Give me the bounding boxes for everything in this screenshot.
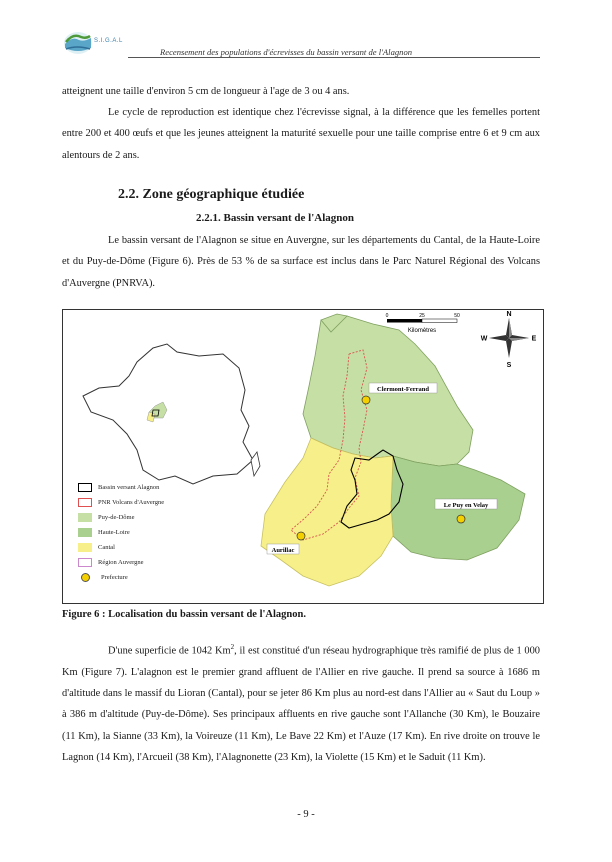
prefecture-marker-lepuy bbox=[457, 515, 465, 523]
legend-label: PNR Volcans d'Auvergne bbox=[98, 499, 165, 506]
map-legend bbox=[78, 480, 164, 585]
figure-caption: Figure 6 : Localisation du bassin versant de l'Alagnon. bbox=[62, 609, 306, 620]
svg-text:E: E bbox=[531, 335, 537, 343]
svg-text:S: S bbox=[506, 362, 512, 369]
figure-map-frame bbox=[62, 309, 544, 604]
prefecture-marker-aurillac bbox=[297, 532, 305, 540]
intro-line: atteignent une taille d'environ 5 cm de longueur à l'age de 3 ou 4 ans. bbox=[62, 86, 350, 97]
legend-swatch bbox=[81, 573, 90, 582]
scale-label-0: 0 bbox=[385, 313, 389, 319]
legend-label: Prefecture bbox=[101, 574, 128, 581]
legend-item bbox=[78, 555, 164, 570]
legend-swatch bbox=[78, 483, 92, 492]
corsica-outline bbox=[251, 452, 260, 476]
running-header-title: Recensement des populations d'écrevisses du bassin versant de l'Alagnon bbox=[160, 47, 413, 57]
section-paragraph: Le bassin versant de l'Alagnon se situe en Auvergne, sur les départements du Cantal, de la Haute-Loire et du Puy-de-Dôme (Figure 6). Près de 53 % de sa surface est inclus dans le Parc Naturel Régional des Volcans d'Auvergne (PNRVA). bbox=[62, 235, 540, 289]
legend-label: Haute-Loire bbox=[98, 529, 130, 536]
legend-item bbox=[78, 570, 164, 585]
section-heading: 2.2. Zone géographique étudiée bbox=[118, 187, 305, 202]
svg-text:N: N bbox=[506, 311, 512, 318]
legend-label: Puy-de-Dôme bbox=[98, 514, 135, 521]
legend-swatch bbox=[78, 498, 92, 507]
legend-item bbox=[78, 510, 164, 525]
scale-unit: Kilomètres bbox=[407, 328, 437, 334]
legend-swatch bbox=[78, 558, 92, 567]
legend-label: Bassin versant Alagnon bbox=[98, 484, 160, 491]
legend-swatch bbox=[78, 543, 92, 552]
legend-item bbox=[78, 480, 164, 495]
legend-item bbox=[78, 540, 164, 555]
prefecture-marker-clermont bbox=[362, 396, 370, 404]
scale-label-25: 25 bbox=[419, 313, 425, 319]
legend-swatch bbox=[78, 528, 92, 537]
header-rule bbox=[128, 57, 540, 58]
cantal-region bbox=[261, 438, 393, 586]
france-outline bbox=[83, 344, 253, 484]
svg-text:Le Puy en Velay: Le Puy en Velay bbox=[443, 502, 489, 509]
compass-rose-icon bbox=[481, 311, 537, 369]
legend-swatch bbox=[78, 513, 92, 522]
logo-text: S.I.G.A.L bbox=[94, 38, 123, 44]
subsection-heading: 2.2.1. Bassin versant de l'Alagnon bbox=[196, 212, 354, 224]
svg-text:W: W bbox=[480, 335, 488, 343]
svg-text:Aurillac: Aurillac bbox=[271, 547, 295, 554]
legend-item bbox=[78, 525, 164, 540]
scale-label-50: 50 bbox=[454, 313, 460, 319]
page-number: - 9 - bbox=[297, 809, 315, 820]
legend-label: Région Auvergne bbox=[98, 559, 144, 566]
legend-item bbox=[78, 495, 164, 510]
legend-label: Cantal bbox=[98, 544, 115, 551]
intro-paragraph: Le cycle de reproduction est identique chez l'écrevisse signal, à la différence que les femelles portent entre 200 et 400 œufs et que les jeunes atteignent la maturité sexuelle pour une taille comprise entre 6 et 9 cm aux alentours de 2 ans. bbox=[62, 107, 540, 161]
svg-text:Clermont-Ferrand: Clermont-Ferrand bbox=[377, 386, 429, 393]
body-paragraph-2: D'une superficie de 1042 Km$^2$, il est constitué d'un réseau hydrographique très ramifié de plus de 1 000 Km (Figure 7). L'alagnon est le premier grand affluent de l'Allier en rive gauche. Il prend sa source à 1686 m d'altitude dans le massif du Lioran (Cantal), pour se jeter 86 Km plus au nord-est dans l'Allier au « Saut du Loup » à 386 m d'altitude (Puy-de-Dôme). Ses principaux affluents en rive gauche sont l'Allanche (30 Km), le Bouzaire (11 Km), la Sianne (33 Km), la Voireuze (11 Km), Le Bave 22 Km) et l'Auze (17 Km). En rive droite on trouve le Lagnon (14 Km), l'Arcueil (38 Km), l'Alagnonette (23 Km), la Violette (15 Km) et le Saduit (11 Km). bbox=[62, 643, 540, 763]
